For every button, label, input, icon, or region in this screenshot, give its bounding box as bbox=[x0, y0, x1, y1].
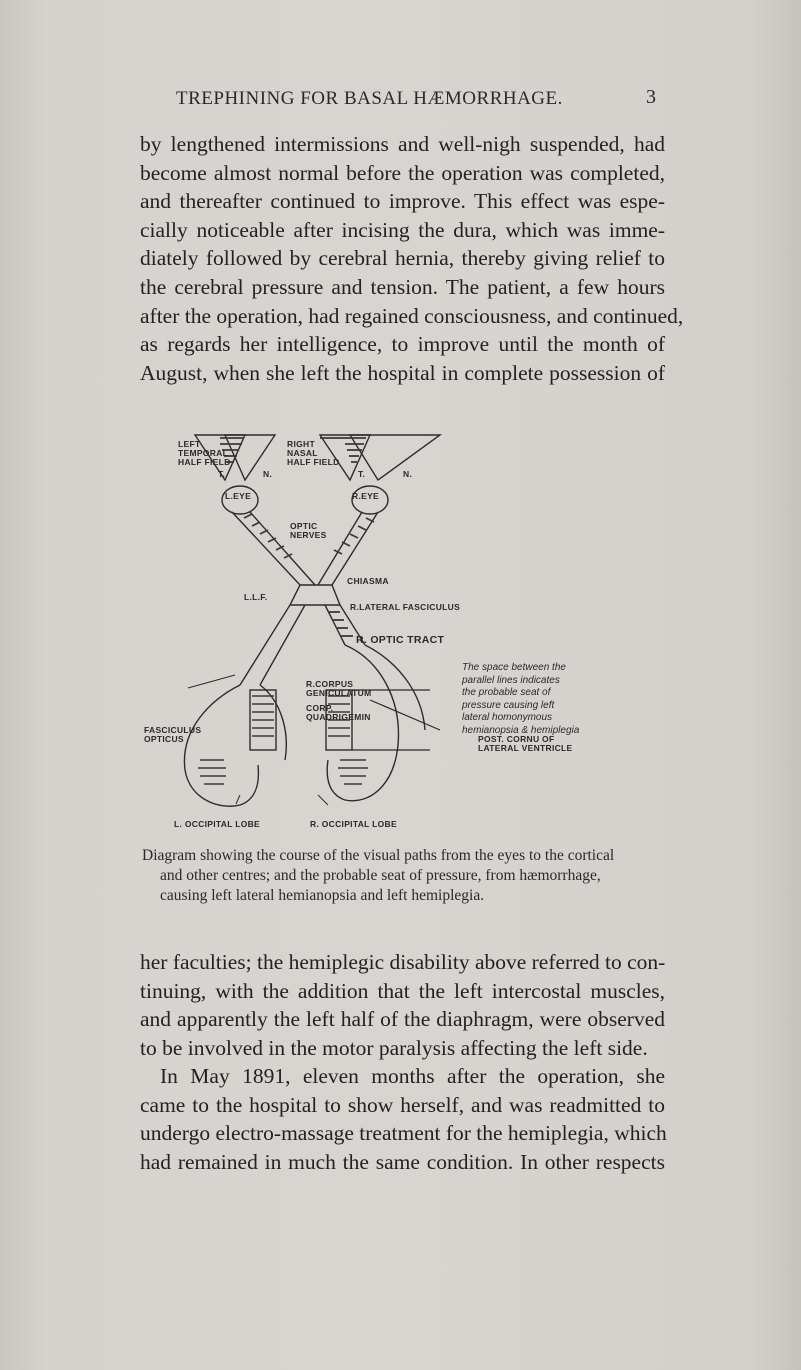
label-line: GENICULATUM bbox=[306, 688, 372, 698]
label-line: FASCICULUS bbox=[144, 725, 202, 735]
note-line: parallel lines indicates bbox=[462, 674, 560, 686]
label-line: LATERAL VENTRICLE bbox=[478, 743, 573, 753]
page-header bbox=[0, 88, 801, 118]
text-line: came to the hospital to show herself, and was readmitted to bbox=[140, 1092, 665, 1117]
left-n-label: N. bbox=[263, 469, 273, 479]
label-line: CORP. bbox=[306, 703, 334, 713]
text-line: had remained in much the same condition. In other respects bbox=[140, 1149, 665, 1174]
text-line: by lengthened intermissions and well-nigh suspended, had bbox=[140, 132, 665, 156]
text-line: to be involved in the motor paralysis affecting the left side. bbox=[140, 1035, 648, 1060]
text-line: diately followed by cerebral hernia, thereby giving relief to bbox=[140, 246, 665, 271]
r-optic-tract-label: R. OPTIC TRACT bbox=[356, 634, 445, 646]
label-line: NERVES bbox=[290, 530, 327, 540]
text-line: become almost normal before the operation was completed, bbox=[140, 160, 665, 185]
right-nasal-half-field-label bbox=[287, 440, 340, 467]
note-line: hemianopsia & hemiplegia bbox=[462, 724, 580, 736]
fasciculus-opticus-label bbox=[144, 726, 201, 744]
pressure-space-note bbox=[462, 662, 579, 737]
caption-line: and other centres; and the probable seat of pressure, from hæmorrhage, bbox=[160, 867, 601, 884]
label-line: HALF FIELD bbox=[178, 457, 231, 467]
corp-quadrigemin-label bbox=[306, 704, 371, 722]
label-line: NASAL bbox=[287, 448, 318, 458]
text-line: August, when she left the hospital in complete possession of bbox=[140, 360, 665, 385]
label-line: RIGHT bbox=[287, 439, 315, 449]
chiasma-label: CHIASMA bbox=[347, 576, 389, 586]
label-line: LEFT bbox=[178, 439, 201, 449]
text-line: undergo electro-massage treatment for the hemiplegia, which bbox=[140, 1121, 667, 1146]
paragraph-3 bbox=[140, 1062, 665, 1176]
note-line: lateral homonymous bbox=[462, 712, 553, 723]
left-eye-label: L.EYE bbox=[225, 491, 252, 501]
r-lateral-fasciculus-label: R.LATERAL FASCICULUS bbox=[350, 602, 461, 612]
label-line: OPTICUS bbox=[144, 734, 184, 744]
right-eye-label: R.EYE bbox=[352, 491, 380, 501]
caption-line: causing left lateral hemianopsia and left hemiplegia. bbox=[160, 887, 485, 904]
text-line: tinuing, with the addition that the left intercostal muscles, bbox=[140, 978, 665, 1003]
text-line: the cerebral pressure and tension. The patient, a few hours bbox=[140, 274, 665, 299]
text-line: after the operation, had regained consciousness, and continued, bbox=[140, 303, 684, 328]
text-line: cially noticeable after incising the dura, which was imme- bbox=[140, 217, 665, 242]
caption-line: Diagram showing the course of the visual paths from the eyes to the cortical bbox=[142, 847, 615, 864]
page-number: 3 bbox=[646, 86, 656, 108]
left-t-label: T. bbox=[218, 469, 226, 479]
right-n-label: N. bbox=[403, 469, 413, 479]
right-t-label: T. bbox=[358, 469, 366, 479]
label-line: OPTIC bbox=[290, 521, 318, 531]
optic-nerves-label bbox=[290, 522, 327, 540]
label-line: QUADRIGEMIN bbox=[306, 712, 371, 722]
text-line: her faculties; the hemiplegic disability above referred to con- bbox=[140, 950, 666, 974]
figure-caption bbox=[142, 846, 650, 906]
note-line: pressure causing left bbox=[462, 699, 555, 711]
text-line: and thereafter continued to improve. This effect was espe- bbox=[140, 189, 665, 214]
text-line: as regards her intelligence, to improve until the month of bbox=[140, 332, 665, 357]
llf-label: L.L.F. bbox=[244, 592, 268, 602]
note-line: The space between the bbox=[462, 662, 566, 673]
label-line: POST. CORNU OF bbox=[478, 734, 555, 744]
text-line: and apparently the left half of the diaphragm, were observed bbox=[140, 1007, 665, 1032]
label-line: R.CORPUS bbox=[306, 679, 354, 689]
visual-pathway-diagram bbox=[140, 400, 660, 830]
post-cornu-label bbox=[478, 735, 573, 753]
r-occipital-lobe-label: R. OCCIPITAL LOBE bbox=[310, 819, 397, 829]
note-line: the probable seat of bbox=[462, 687, 551, 698]
label-line: TEMPORAL bbox=[178, 448, 229, 458]
r-corpus-geniculatum-label bbox=[306, 680, 371, 698]
l-occipital-lobe-label: L. OCCIPITAL LOBE bbox=[174, 819, 261, 829]
paragraph-2 bbox=[140, 948, 665, 1062]
paragraph-1 bbox=[140, 130, 684, 387]
left-temporal-half-field-label bbox=[178, 440, 231, 467]
label-line: HALF FIELD bbox=[287, 457, 340, 467]
running-head: TREPHINING FOR BASAL HÆMORRHAGE. bbox=[176, 88, 563, 109]
text-line: In May 1891, eleven months after the operation, she bbox=[160, 1064, 665, 1088]
